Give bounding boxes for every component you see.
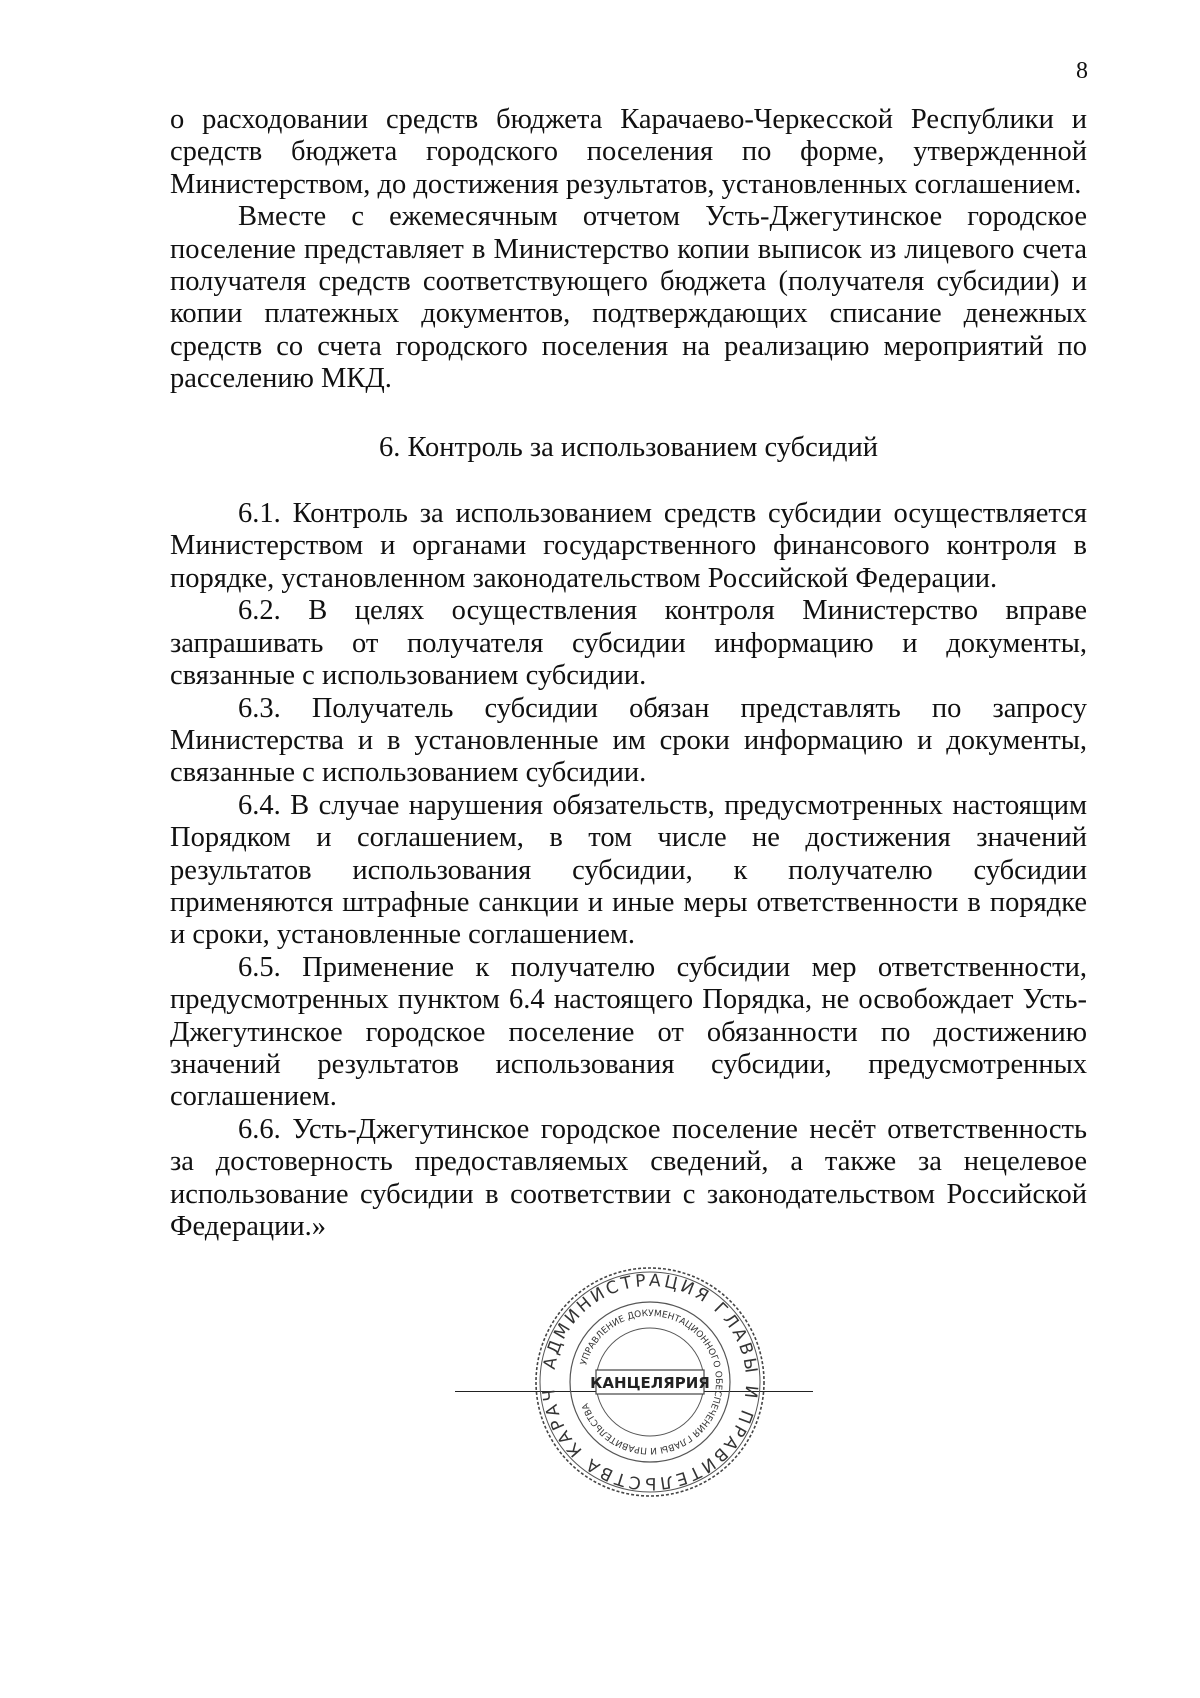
clause-6-5: 6.5. Применение к получателю субсидии мер ответственности, предусмотренных пунктом 6.4 настоящего Порядка, не освобождает Усть-Джегутинское городское поселение от обязанности по достижению значений результатов использования субсидии, предусмотренных соглашением. xyxy=(170,951,1087,1113)
page-number: 8 xyxy=(1076,58,1088,84)
seal-inner-text: УПРАВЛЕНИЕ ДОКУМЕНТАЦИОННОГО ОБЕСПЕЧЕНИЯ ГЛАВЫ И ПРАВИТЕЛЬСТВА xyxy=(579,1308,724,1456)
clause-6-6: 6.6. Усть-Джегутинское городское поселение несёт ответственность за достоверность предоставляемых сведений, а также за нецелевое использование субсидии в соответствии с законодательством Российской Федерации.» xyxy=(170,1113,1087,1242)
paragraph-monthly-report: Вместе с ежемесячным отчетом Усть-Джегутинское городское поселение представляет в Министерство копии выписок из лицевого счета получателя средств соответствующего бюджета (получателя субсидии) и копии платежных документов, подтверждающих списание денежных средств со счета городского поселения на реализацию мероприятий по расселению МКД. xyxy=(170,201,1087,395)
clause-6-3: 6.3. Получатель субсидии обязан представлять по запросу Министерства и в установленные им сроки информацию и документы, связанные с использованием субсидии. xyxy=(170,692,1087,789)
paragraph-continuation: о расходовании средств бюджета Карачаево-Черкесской Республики и средств бюджета городского поселения по форме, утвержденной Министерством, до достижения результатов, установленных соглашением. xyxy=(170,104,1087,200)
seal-outer-text: АДМИНИСТРАЦИЯ ГЛАВЫ И ПРАВИТЕЛЬСТВА КАРАЧ xyxy=(538,1270,762,1494)
seal-graphic xyxy=(530,1262,770,1502)
document-body xyxy=(170,104,1087,1243)
clause-6-1: 6.1. Контроль за использованием средств субсидии осуществляется Министерством и органами государственного финансового контроля в порядке, установленном законодательством Российской Федерации. xyxy=(170,498,1087,594)
clause-6-4: 6.4. В случае нарушения обязательств, предусмотренных настоящим Порядком и соглашением, в том числе не достижения значений результатов использования субсидии, к получателю субсидии применяются штрафные санкции и иные меры ответственности в порядке и сроки, установленные соглашением. xyxy=(170,789,1087,951)
seal-center-text: КАНЦЕЛЯРИЯ xyxy=(590,1374,710,1392)
official-seal xyxy=(530,1262,770,1502)
clause-6-2: 6.2. В целях осуществления контроля Министерство вправе запрашивать от получателя субсидии информацию и документы, связанные с использованием субсидии. xyxy=(170,595,1087,692)
section-heading: 6. Контроль за использованием субсидий xyxy=(378,431,879,463)
